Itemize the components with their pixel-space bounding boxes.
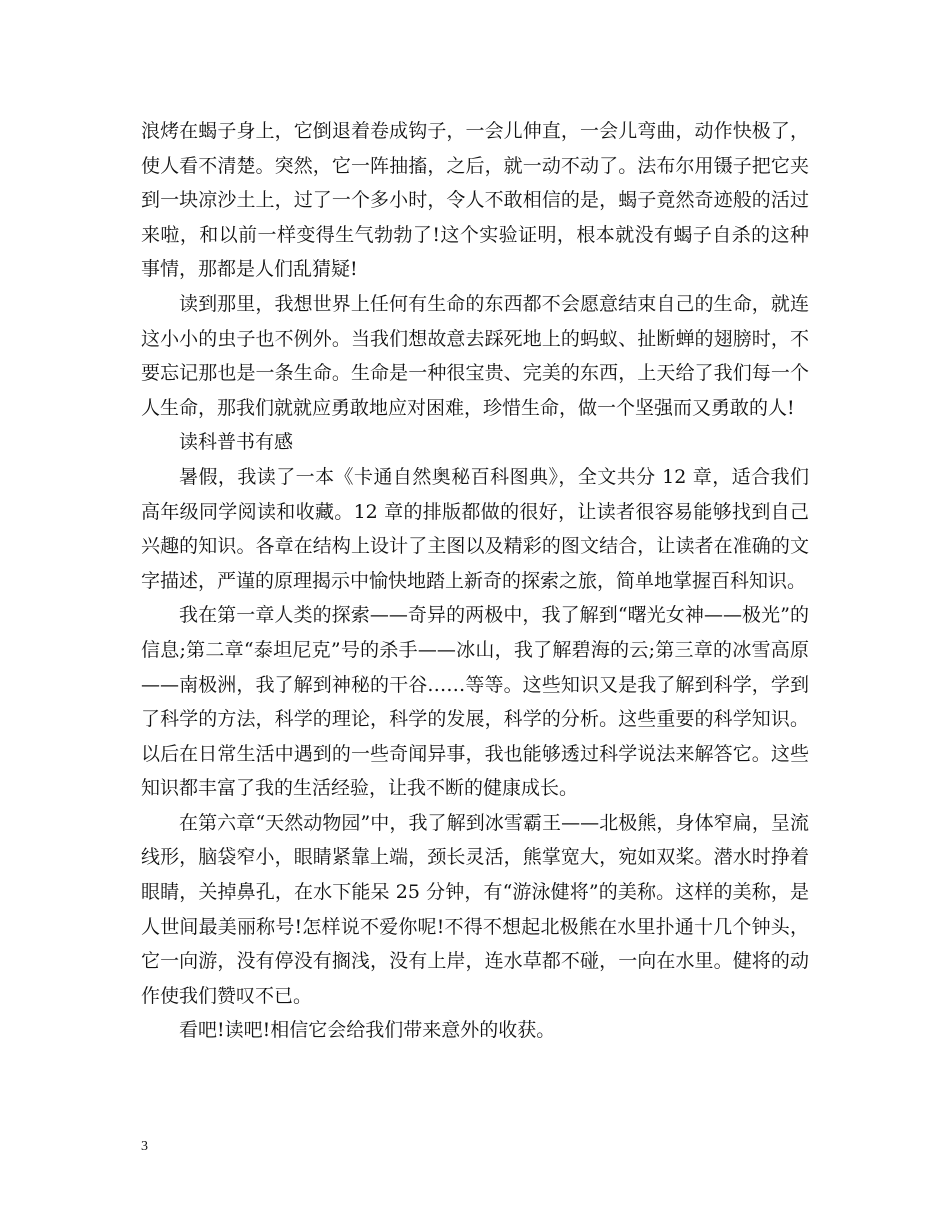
paragraph-scorpion-experiment: 浪烤在蝎子身上，它倒退着卷成钩子，一会儿伸直，一会儿弯曲，动作快极了，使人看不清楚。突然，它一阵抽搐，之后，就一动不动了。法布尔用镊子把它夹到一块凉沙土上，过了一个多小时，令人不敢相信的是，蝎子竟然奇迹般的活过来啦，和以前一样变得生气勃勃了!这个实验证明，根本就没有蝎子自杀的这种事情，那都是人们乱猜疑! [141,120,809,281]
paragraph-encyclopedia-intro: 暑假，我读了一本《卡通自然奥秘百科图典》，全文共分 12 章，适合我们高年级同学阅读和收藏。12 章的排版都做的很好，让读者很容易能够找到自己兴趣的知识。各章在结构上设计了主图以及精彩的图文结合，让读者在准确的文字描述，严谨的原理揭示中愉快地踏上新奇的探索之旅，简单地掌握百科知识。 [141,465,809,592]
paragraph-chapter-one: 我在第一章人类的探索——奇异的两极中，我了解到“曙光女神——极光”的信息;第二章“泰坦尼克”号的杀手——冰山，我了解碧海的云;第三章的冰雪高原——南极洲，我了解到神秘的干谷……等等。这些知识又是我了解到科学，学到了科学的方法，科学的理论，科学的发展，科学的分析。这些重要的科学知识。以后在日常生活中遇到的一些奇闻异事，我也能够透过科学说法来解答它。这些知识都丰富了我的生活经验，让我不断的健康成长。 [141,604,809,800]
paragraph-chapter-six: 在第六章“天然动物园”中，我了解到冰雪霸王——北极熊，身体窄扁，呈流线形，脑袋窄小，眼睛紧靠上端，颈长灵活，熊掌宽大，宛如双桨。潜水时挣着眼睛，关掉鼻孔，在水下能呆 25 分钟，有“游泳健将”的美称。这样的美称，是人世间最美丽称号!怎样说不爱你呢!不得不想起北极熊在水里扑通十几个钟头，它一向游，没有停没有搁浅，没有上岸，连水草都不碰，一向在水里。健将的动作使我们赞叹不已。 [141,811,809,1007]
section-heading: 读科普书有感 [179,431,294,454]
page-number: 3 [141,1139,148,1154]
paragraph-cherish-life: 读到那里，我想世界上任何有生命的东西都不会愿意结束自己的生命，就连这小小的虫子也不例外。当我们想故意去踩死地上的蚂蚁、扯断蝉的翅膀时，不要忘记那也是一条生命。生命是一种很宝贵、完美的东西，上天给了我们每一个人生命，那我们就就应勇敢地应对困难，珍惜生命，做一个坚强而又勇敢的人! [141,292,809,419]
paragraph-closing: 看吧!读吧!相信它会给我们带来意外的收获。 [179,1019,556,1042]
document-body [141,114,809,1048]
